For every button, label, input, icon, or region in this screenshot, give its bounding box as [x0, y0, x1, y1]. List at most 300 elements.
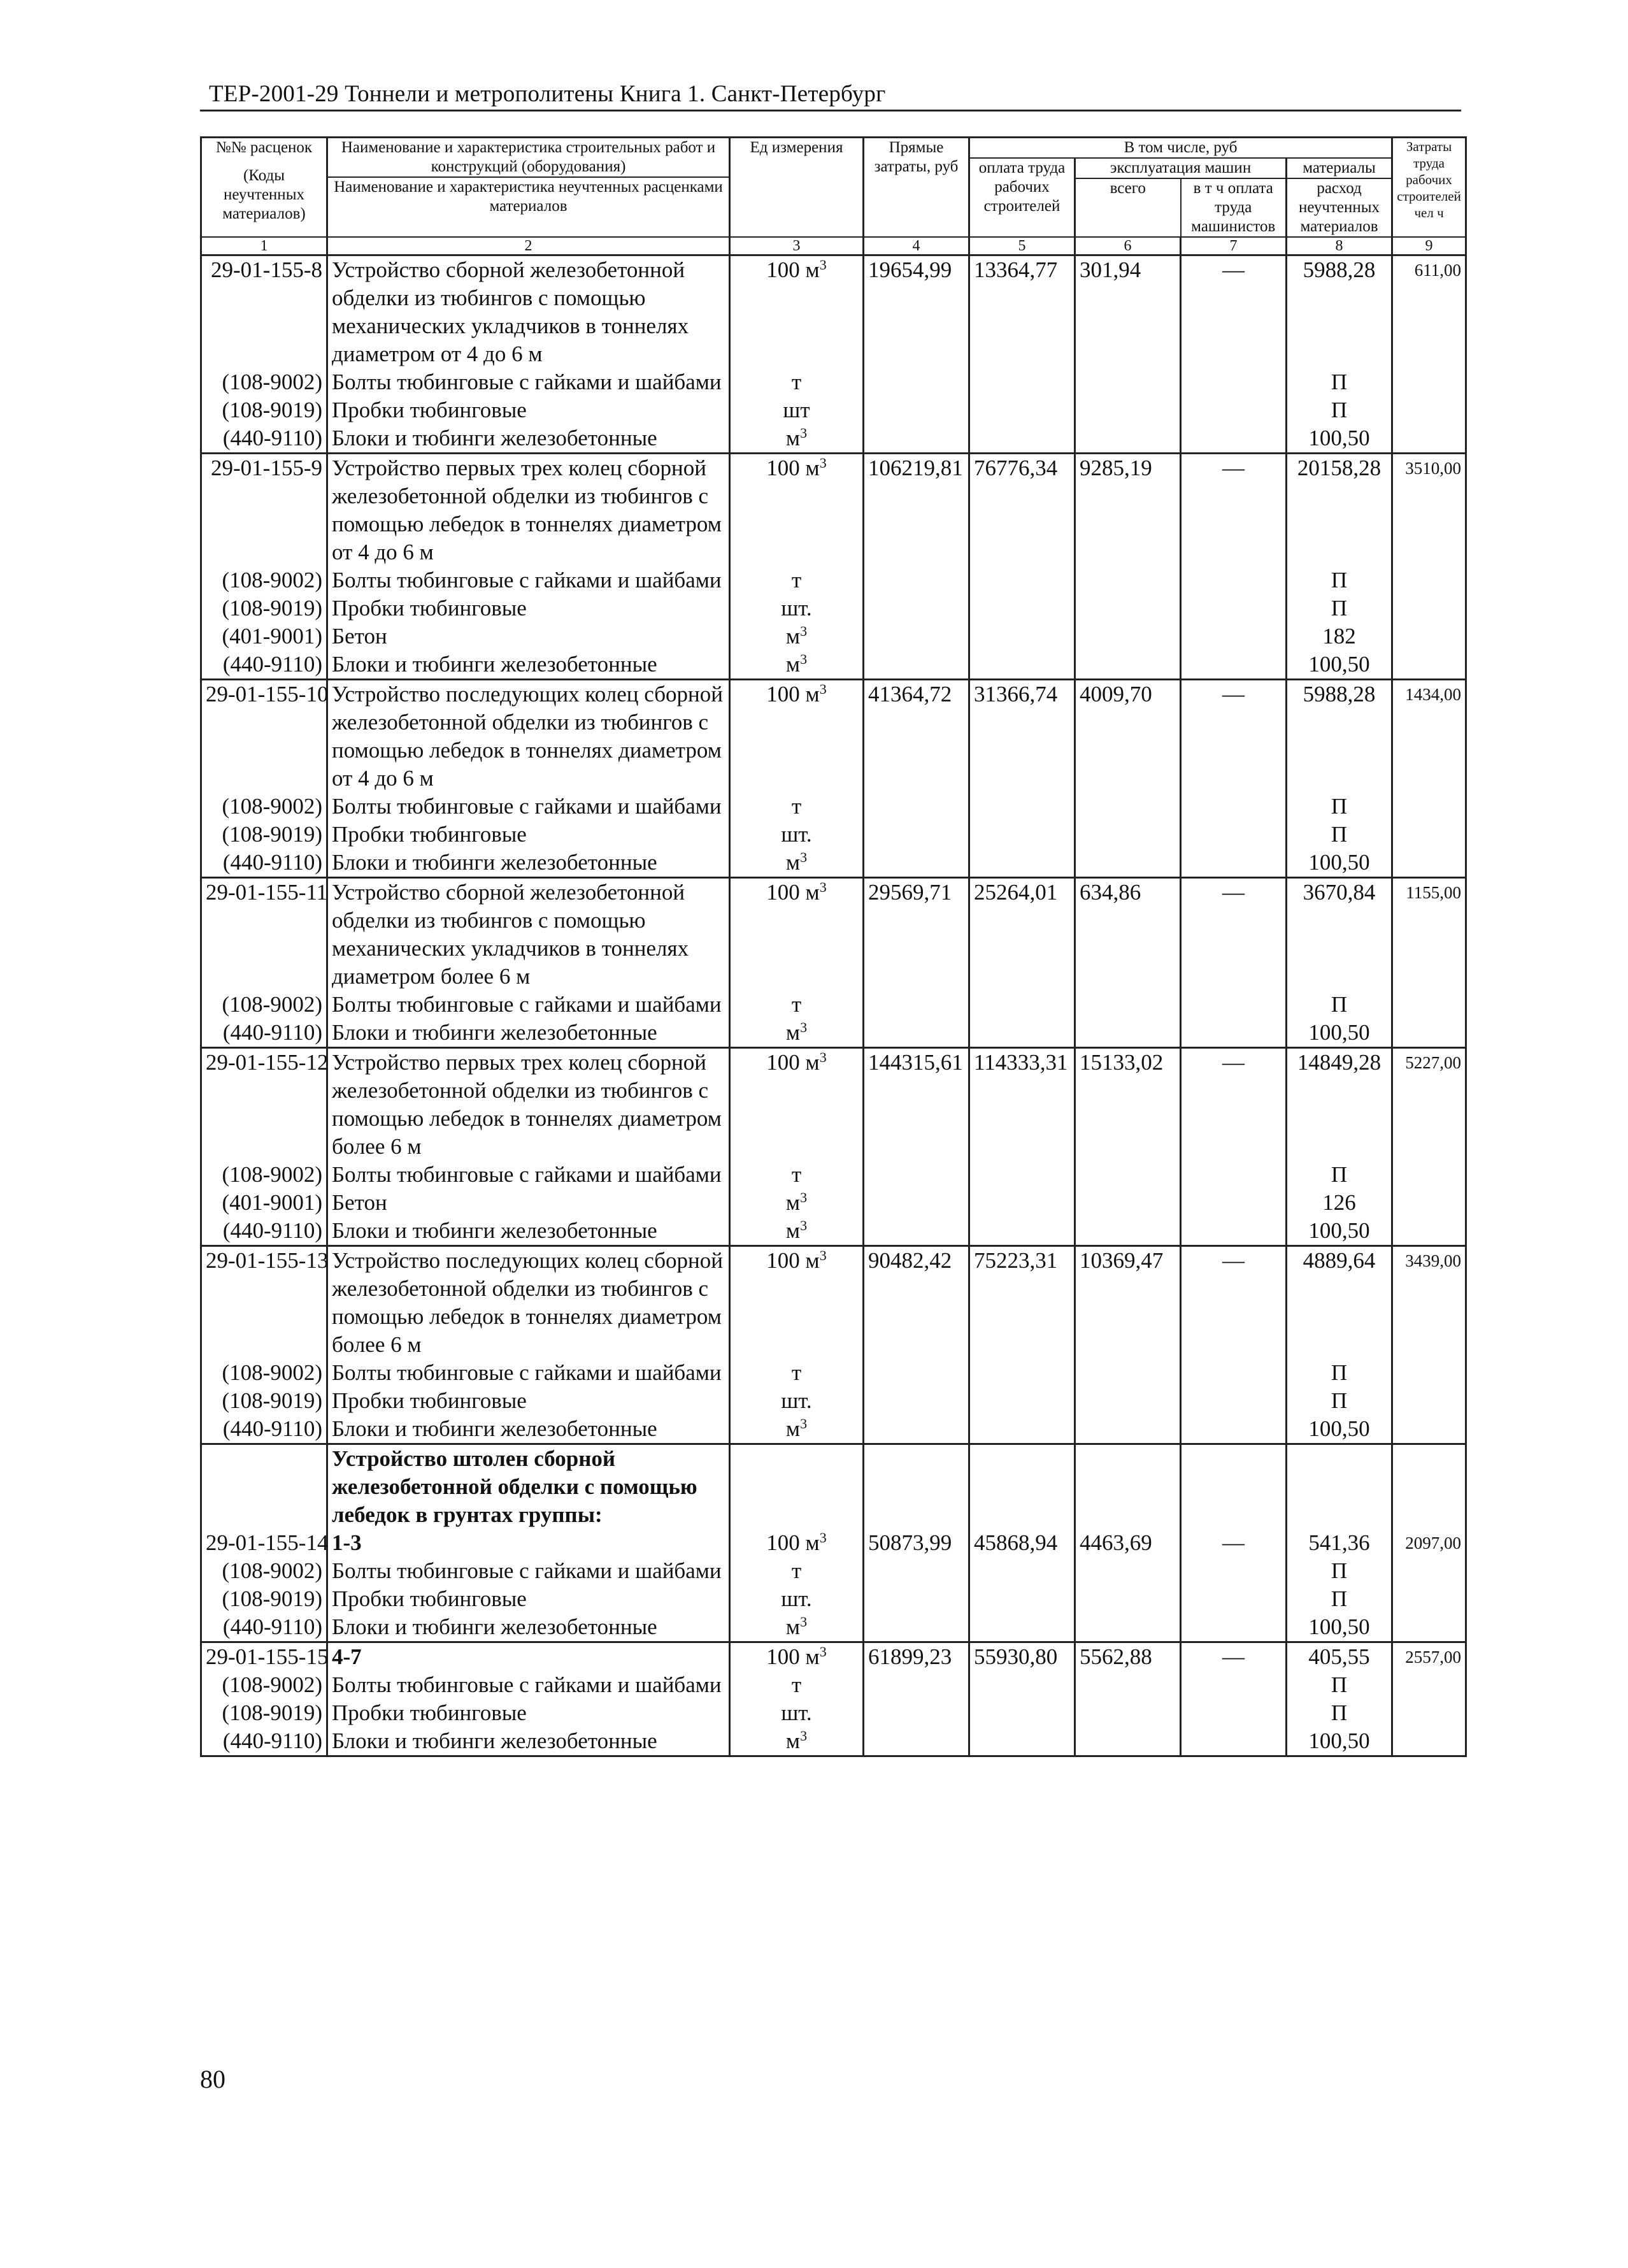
name-cell: Пробки тюбинговые — [327, 1585, 730, 1613]
unit-superscript: 3 — [819, 879, 827, 895]
header-materials-title: материалы — [1287, 159, 1391, 179]
mat-cell: 20158,28 — [1287, 454, 1392, 567]
material-row — [201, 1444, 1466, 1530]
rate-row — [201, 1642, 1466, 1672]
direct-cell — [864, 1699, 969, 1727]
mach_w-cell — [1181, 622, 1287, 650]
direct-cell: 61899,23 — [864, 1642, 969, 1672]
mat-cell: П — [1287, 1161, 1392, 1189]
mach-cell: 9285,19 — [1075, 454, 1181, 567]
name-cell: Блоки и тюбинги железобетонные — [327, 650, 730, 680]
code-cell: 29-01-155-9 — [201, 454, 327, 567]
column-number: 2 — [327, 237, 730, 255]
mach_w-cell — [1181, 849, 1287, 878]
labor-cell — [1392, 1019, 1466, 1048]
material-row — [201, 1359, 1466, 1387]
unit-cell — [730, 1217, 864, 1246]
code-cell: (108-9002) — [201, 1161, 327, 1189]
wages-cell — [969, 1585, 1075, 1613]
labor-cell — [1392, 1557, 1466, 1585]
unit-text: м — [785, 1218, 801, 1243]
direct-cell: 29569,71 — [864, 878, 969, 991]
mach_w-cell: — — [1181, 255, 1287, 369]
direct-cell — [864, 1671, 969, 1699]
mat-cell: 100,50 — [1287, 849, 1392, 878]
mach-cell — [1075, 424, 1181, 454]
header-materials-sub: расход неучтенных материалов — [1299, 180, 1380, 235]
mach-cell — [1075, 1161, 1181, 1189]
name-cell: 1-3 — [327, 1529, 730, 1557]
mach-cell — [1075, 594, 1181, 622]
direct-cell — [864, 622, 969, 650]
code-cell: (440-9110) — [201, 849, 327, 878]
unit-cell — [730, 821, 864, 849]
code-cell: (108-9002) — [201, 566, 327, 594]
mach-cell — [1075, 1217, 1181, 1246]
unit-cell — [730, 368, 864, 396]
mach-cell — [1075, 1019, 1181, 1048]
wages-cell — [969, 1415, 1075, 1444]
direct-cell — [864, 793, 969, 821]
labor-cell: 611,00 — [1392, 255, 1466, 369]
mach_w-cell — [1181, 1359, 1287, 1387]
wages-cell — [969, 1671, 1075, 1699]
unit-superscript: 3 — [819, 1530, 827, 1546]
name-cell: Блоки и тюбинги железобетонные — [327, 1727, 730, 1756]
column-number: 5 — [969, 237, 1075, 255]
labor-cell — [1392, 1387, 1466, 1415]
rate-row — [201, 1529, 1466, 1557]
name-cell: Устройство сборной железобетонной обделки из тюбингов с помощью механических укладчиков в тоннелях диаметром более 6 м — [327, 878, 730, 991]
name-cell: Пробки тюбинговые — [327, 1387, 730, 1415]
rate-group — [201, 1444, 1466, 1642]
column-number: 6 — [1075, 237, 1181, 255]
mach_w-cell: — — [1181, 1246, 1287, 1360]
mach-cell — [1075, 566, 1181, 594]
code-cell: (108-9002) — [201, 368, 327, 396]
labor-cell: 3439,00 — [1392, 1246, 1466, 1360]
rate-row — [201, 1048, 1466, 1161]
direct-cell — [864, 1359, 969, 1387]
wages-cell — [969, 1557, 1075, 1585]
material-row — [201, 793, 1466, 821]
wages-cell: 45868,94 — [969, 1529, 1075, 1557]
wages-cell — [969, 1359, 1075, 1387]
unit-cell — [730, 680, 864, 793]
column-number: 9 — [1392, 237, 1466, 255]
unit-text: т — [791, 992, 802, 1017]
code-cell: (440-9110) — [201, 1415, 327, 1444]
labor-cell — [1392, 622, 1466, 650]
column-number: 7 — [1181, 237, 1287, 255]
unit-text: 100 м — [766, 1050, 820, 1075]
mat-cell: П — [1287, 821, 1392, 849]
labor-cell — [1392, 396, 1466, 424]
rate-row — [201, 680, 1466, 793]
material-row — [201, 566, 1466, 594]
mat-cell: 100,50 — [1287, 1727, 1392, 1756]
name-cell: Блоки и тюбинги железобетонные — [327, 1613, 730, 1642]
labor-cell — [1392, 821, 1466, 849]
unit-cell — [730, 650, 864, 680]
unit-text: м — [785, 1020, 801, 1045]
wages-cell — [969, 368, 1075, 396]
material-row — [201, 1019, 1466, 1048]
name-cell: Пробки тюбинговые — [327, 594, 730, 622]
name-cell: Устройство последующих колец сборной железобетонной обделки из тюбингов с помощью лебедок в тоннелях диаметром более 6 м — [327, 1246, 730, 1360]
code-cell: (108-9002) — [201, 1359, 327, 1387]
name-cell: Пробки тюбинговые — [327, 396, 730, 424]
mach-cell: 15133,02 — [1075, 1048, 1181, 1161]
unit-text: т — [791, 370, 802, 394]
page-header: ТЕР-2001-29 Тоннели и метрополитены Книга 1. Санкт-Петербург — [209, 81, 886, 107]
wages-cell — [969, 424, 1075, 454]
direct-cell: 41364,72 — [864, 680, 969, 793]
unit-superscript: 3 — [819, 257, 827, 273]
name-cell: Болты тюбинговые с гайками и шайбами — [327, 368, 730, 396]
mach-cell — [1075, 793, 1181, 821]
unit-text: 100 м — [766, 1644, 820, 1669]
material-row — [201, 650, 1466, 680]
unit-cell — [730, 1585, 864, 1613]
direct-cell — [864, 424, 969, 454]
code-cell: 29-01-155-14 — [201, 1529, 327, 1557]
direct-cell: 90482,42 — [864, 1246, 969, 1360]
code-cell: 29-01-155-10 — [201, 680, 327, 793]
name-cell: Устройство сборной железобетонной обделки из тюбингов с помощью механических укладчиков в тоннелях диаметром от 4 до 6 м — [327, 255, 730, 369]
unit-cell — [730, 1019, 864, 1048]
rate-group — [201, 454, 1466, 680]
mat-cell: П — [1287, 793, 1392, 821]
unit-cell — [730, 1642, 864, 1672]
labor-cell — [1392, 1359, 1466, 1387]
direct-cell — [864, 1387, 969, 1415]
column-number: 4 — [864, 237, 969, 255]
unit-cell — [730, 1048, 864, 1161]
labor-cell — [1392, 1161, 1466, 1189]
material-row — [201, 1161, 1466, 1189]
wages-cell: 76776,34 — [969, 454, 1075, 567]
header-rule — [200, 110, 1461, 111]
wages-cell — [969, 793, 1075, 821]
mat-cell: 3670,84 — [1287, 878, 1392, 991]
code-cell: (108-9002) — [201, 793, 327, 821]
labor-cell — [1392, 849, 1466, 878]
name-cell: Бетон — [327, 1189, 730, 1217]
unit-text: 100 м — [766, 1248, 820, 1273]
labor-cell — [1392, 991, 1466, 1019]
unit-text: шт. — [781, 822, 812, 847]
header-wages: оплата труда рабочих строителей — [969, 158, 1075, 237]
unit-cell — [730, 849, 864, 878]
header-machines-title: эксплуатация машин — [1076, 159, 1285, 179]
unit-cell — [730, 793, 864, 821]
code-cell: (108-9002) — [201, 991, 327, 1019]
unit-superscript: 3 — [800, 1217, 808, 1233]
unit-superscript: 3 — [800, 623, 808, 639]
labor-cell: 2097,00 — [1392, 1529, 1466, 1557]
header-machines-split — [1076, 179, 1285, 236]
mat-cell: 100,50 — [1287, 1415, 1392, 1444]
direct-cell — [864, 1019, 969, 1048]
mach-cell: 5562,88 — [1075, 1642, 1181, 1672]
unit-text: 100 м — [766, 257, 820, 282]
name-cell: Болты тюбинговые с гайками и шайбами — [327, 566, 730, 594]
rates-table — [200, 136, 1467, 1757]
mat-cell: 14849,28 — [1287, 1048, 1392, 1161]
material-row — [201, 424, 1466, 454]
direct-cell — [864, 849, 969, 878]
name-cell: Блоки и тюбинги железобетонные — [327, 1415, 730, 1444]
mat-cell: 5988,28 — [1287, 255, 1392, 369]
code-cell: (108-9019) — [201, 396, 327, 424]
labor-cell: 1434,00 — [1392, 680, 1466, 793]
mat-cell: П — [1287, 594, 1392, 622]
mach-cell — [1075, 622, 1181, 650]
labor-cell — [1392, 1699, 1466, 1727]
labor-cell: 2557,00 — [1392, 1642, 1466, 1672]
unit-text: шт. — [781, 1700, 812, 1725]
labor-cell: 5227,00 — [1392, 1048, 1466, 1161]
direct-cell: 106219,81 — [864, 454, 969, 567]
direct-cell — [864, 1444, 969, 1530]
mach_w-cell: — — [1181, 454, 1287, 567]
labor-cell: 1155,00 — [1392, 878, 1466, 991]
mat-cell: П — [1287, 1359, 1392, 1387]
unit-text: т — [791, 794, 802, 819]
rate-group — [201, 878, 1466, 1048]
mach_w-cell — [1181, 1585, 1287, 1613]
mach_w-cell — [1181, 396, 1287, 424]
mach_w-cell — [1181, 1671, 1287, 1699]
mach_w-cell — [1181, 1387, 1287, 1415]
code-cell: (440-9110) — [201, 1727, 327, 1756]
rate-group — [201, 680, 1466, 878]
mach-cell: 10369,47 — [1075, 1246, 1181, 1360]
mach-cell — [1075, 1387, 1181, 1415]
code-cell: 29-01-155-12 — [201, 1048, 327, 1161]
material-row — [201, 1699, 1466, 1727]
name-cell: Устройство последующих колец сборной железобетонной обделки из тюбингов с помощью лебедок в тоннелях диаметром от 4 до 6 м — [327, 680, 730, 793]
mach_w-cell: — — [1181, 680, 1287, 793]
unit-superscript: 3 — [800, 1614, 808, 1630]
unit-text: т — [791, 568, 802, 592]
labor-cell — [1392, 1671, 1466, 1699]
name-cell: Устройство штолен сборной железобетонной обделки с помощью лебедок в грунтах группы: — [327, 1444, 730, 1530]
code-cell: (108-9019) — [201, 821, 327, 849]
mat-cell: П — [1287, 1557, 1392, 1585]
code-cell: (108-9019) — [201, 1699, 327, 1727]
unit-text: шт. — [781, 1388, 812, 1413]
wages-cell — [969, 1019, 1075, 1048]
wages-cell — [969, 566, 1075, 594]
name-cell: Устройство первых трех колец сборной железобетонной обделки из тюбингов с помощью лебедок в тоннелях диаметром от 4 до 6 м — [327, 454, 730, 567]
mach-cell — [1075, 1727, 1181, 1756]
name-cell: Пробки тюбинговые — [327, 821, 730, 849]
column-number: 1 — [201, 237, 327, 255]
mach-cell — [1075, 1444, 1181, 1530]
mat-cell: 100,50 — [1287, 1217, 1392, 1246]
mat-cell: П — [1287, 991, 1392, 1019]
unit-text: шт. — [781, 596, 812, 621]
unit-cell — [730, 454, 864, 567]
mat-cell: П — [1287, 1585, 1392, 1613]
code-cell: (401-9001) — [201, 622, 327, 650]
unit-superscript: 3 — [819, 1049, 827, 1065]
unit-cell — [730, 1161, 864, 1189]
unit-cell — [730, 1557, 864, 1585]
unit-cell — [730, 1189, 864, 1217]
header-machines-total: всего — [1076, 179, 1182, 236]
column-number: 3 — [730, 237, 864, 255]
unit-text: т — [791, 1360, 802, 1385]
mat-cell: П — [1287, 1387, 1392, 1415]
mach-cell: 4463,69 — [1075, 1529, 1181, 1557]
mach-cell — [1075, 1189, 1181, 1217]
column-numbers-row — [201, 237, 1466, 255]
code-cell — [201, 1444, 327, 1530]
unit-text: м — [785, 1614, 801, 1639]
direct-cell — [864, 1613, 969, 1642]
wages-cell — [969, 396, 1075, 424]
mach-cell: 301,94 — [1075, 255, 1181, 369]
material-row — [201, 594, 1466, 622]
code-cell: (401-9001) — [201, 1189, 327, 1217]
labor-cell — [1392, 1415, 1466, 1444]
mat-cell: 4889,64 — [1287, 1246, 1392, 1360]
mach_w-cell — [1181, 1699, 1287, 1727]
material-row — [201, 1557, 1466, 1585]
direct-cell — [864, 396, 969, 424]
mat-cell: 100,50 — [1287, 1019, 1392, 1048]
unit-text: м — [785, 1190, 801, 1215]
wages-cell: 13364,77 — [969, 255, 1075, 369]
code-cell: (108-9002) — [201, 1557, 327, 1585]
material-row — [201, 1727, 1466, 1756]
wages-cell — [969, 1161, 1075, 1189]
mach_w-cell: — — [1181, 1642, 1287, 1672]
material-row — [201, 1671, 1466, 1699]
material-row — [201, 1189, 1466, 1217]
unit-cell — [730, 424, 864, 454]
mach-cell — [1075, 1699, 1181, 1727]
unit-cell — [730, 991, 864, 1019]
unit-superscript: 3 — [819, 681, 827, 697]
mat-cell: П — [1287, 368, 1392, 396]
material-row — [201, 1217, 1466, 1246]
code-cell: 29-01-155-11 — [201, 878, 327, 991]
wages-cell — [969, 650, 1075, 680]
labor-cell — [1392, 793, 1466, 821]
direct-cell: 19654,99 — [864, 255, 969, 369]
mat-cell: 126 — [1287, 1189, 1392, 1217]
name-cell: Бетон — [327, 622, 730, 650]
direct-cell — [864, 991, 969, 1019]
direct-cell — [864, 650, 969, 680]
mach_w-cell — [1181, 566, 1287, 594]
mat-cell: 405,55 — [1287, 1642, 1392, 1672]
mach-cell — [1075, 396, 1181, 424]
unit-superscript: 3 — [800, 1019, 808, 1035]
mat-cell: П — [1287, 566, 1392, 594]
material-row — [201, 1387, 1466, 1415]
material-row — [201, 396, 1466, 424]
unit-text: 100 м — [766, 1530, 820, 1555]
direct-cell — [864, 1585, 969, 1613]
material-row — [201, 368, 1466, 396]
unit-superscript: 3 — [819, 1644, 827, 1660]
unit-cell — [730, 1529, 864, 1557]
wages-cell — [969, 1444, 1075, 1530]
rate-row — [201, 878, 1466, 991]
mach_w-cell — [1181, 368, 1287, 396]
wages-cell: 75223,31 — [969, 1246, 1075, 1360]
header-name-sub: Наименование и характеристика неучтенных расценками материалов — [328, 176, 729, 216]
direct-cell — [864, 1727, 969, 1756]
code-cell: (440-9110) — [201, 424, 327, 454]
material-row — [201, 1585, 1466, 1613]
mach_w-cell — [1181, 424, 1287, 454]
code-cell: 29-01-155-13 — [201, 1246, 327, 1360]
material-row — [201, 821, 1466, 849]
code-cell: (108-9002) — [201, 1671, 327, 1699]
wages-cell — [969, 1387, 1075, 1415]
unit-cell — [730, 878, 864, 991]
name-cell: Блоки и тюбинги железобетонные — [327, 1217, 730, 1246]
direct-cell — [864, 566, 969, 594]
mat-cell — [1287, 1444, 1392, 1530]
wages-cell — [969, 1613, 1075, 1642]
wages-cell: 25264,01 — [969, 878, 1075, 991]
header-labor: Затраты труда рабочих строителей чел ч — [1392, 138, 1466, 238]
wages-cell — [969, 991, 1075, 1019]
mach-cell — [1075, 1557, 1181, 1585]
code-cell: 29-01-155-15 — [201, 1642, 327, 1672]
mach_w-cell — [1181, 1557, 1287, 1585]
direct-cell — [864, 1415, 969, 1444]
unit-text: т — [791, 1162, 802, 1187]
mach-cell — [1075, 1359, 1181, 1387]
header-direct: Прямые затраты, руб — [864, 138, 969, 238]
mat-cell: П — [1287, 1671, 1392, 1699]
unit-text: т — [791, 1558, 802, 1583]
mach_w-cell — [1181, 1217, 1287, 1246]
mach_w-cell — [1181, 650, 1287, 680]
mach-cell — [1075, 368, 1181, 396]
name-cell: 4-7 — [327, 1642, 730, 1672]
mach-cell — [1075, 1585, 1181, 1613]
unit-text: 100 м — [766, 456, 820, 480]
mach-cell: 634,86 — [1075, 878, 1181, 991]
unit-superscript: 3 — [800, 651, 808, 667]
unit-text: м — [785, 850, 801, 875]
material-row — [201, 1415, 1466, 1444]
code-cell: 29-01-155-8 — [201, 255, 327, 369]
code-cell: (440-9110) — [201, 1217, 327, 1246]
unit-cell — [730, 1671, 864, 1699]
unit-cell — [730, 1359, 864, 1387]
labor-cell — [1392, 1189, 1466, 1217]
header-code — [201, 138, 327, 238]
direct-cell — [864, 368, 969, 396]
name-cell: Пробки тюбинговые — [327, 1699, 730, 1727]
header-name — [327, 138, 730, 238]
mach_w-cell — [1181, 1189, 1287, 1217]
page-number: 80 — [200, 2065, 225, 2093]
unit-cell — [730, 594, 864, 622]
name-cell: Болты тюбинговые с гайками и шайбами — [327, 1557, 730, 1585]
labor-cell — [1392, 594, 1466, 622]
